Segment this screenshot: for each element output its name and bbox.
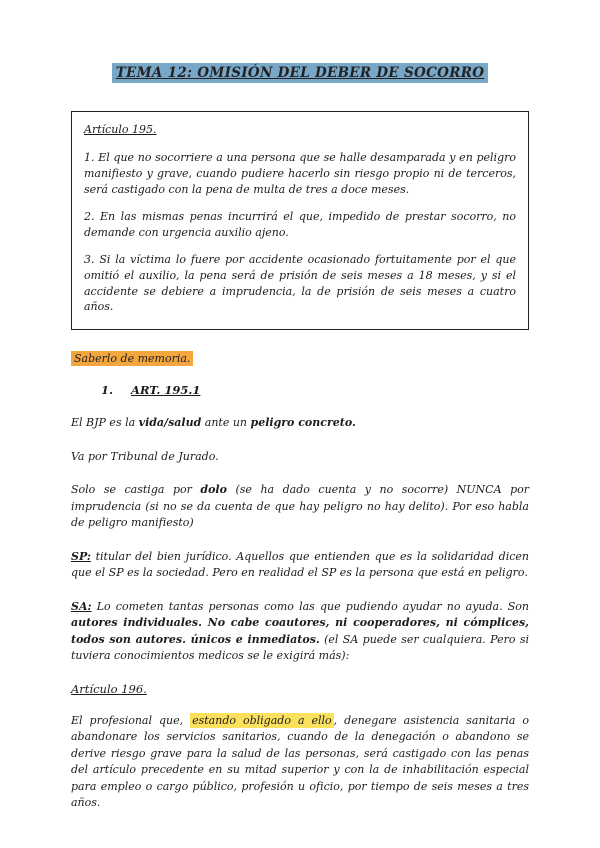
page-title-text: TEMA 12: OMISIÓN DEL DEBER DE SOCORRO: [112, 63, 489, 83]
article-195-paragraph-1: 1. El que no socorriere a una persona que se halle desamparada y en peligro manifiesto y grave, cuando pudiere hacerlo sin riesgo propio ni de terceros, será castigado con la pena de multa de tres a doce meses.: [84, 150, 516, 196]
paragraph-tribunal: Va por Tribunal de Jurado.: [71, 449, 219, 463]
paragraph-sujeto-pasivo: SP: titular del bien jurídico. Aquellos que entienden que es la solidaridad dicen que el SP es la sociedad. Pero en realidad el SP es la persona que está en peligro.: [71, 549, 529, 580]
paragraph-sujeto-activo: SA: Lo cometen tantas personas como las que pudiendo ayudar no ayuda. Son autores individuales. No cabe coautores, ni cooperadores, ni cómplices, todos son autores. únicos e inmediatos. (el SA puede ser cualquiera. Pero si tuviera conocimientos medicos se le exigirá más):: [71, 599, 530, 663]
article-196-heading: [71, 682, 529, 696]
article-195-heading: [84, 122, 516, 138]
article-195-paragraph-2: 2. En las mismas penas incurrirá el que, impedido de prestar socorro, no demande con urgencia auxilio ajeno.: [84, 209, 516, 239]
list-item-label: ART. 195.1: [131, 383, 201, 398]
memoria-note-text: Saberlo de memoria.: [71, 351, 193, 366]
article-196-heading-text: Artículo 196.: [71, 681, 147, 696]
list-item-number: 1.: [101, 383, 114, 398]
memoria-note: [71, 352, 529, 365]
article-195-box: [71, 111, 529, 330]
article-195-heading-text: Artículo 195.: [84, 123, 157, 136]
list-item-art-195-1: [101, 383, 529, 397]
paragraph-bjp: El BJP es la vida/salud ante un peligro concreto.: [71, 416, 356, 430]
article-195-paragraph-3: 3. Si la víctima lo fuere por accidente ocasionado fortuitamente por el que omitió el auxilio, la pena será de prisión de seis meses a 18 meses, y si el accidente se debiere a imprudencia, la de prisión de seis meses a cuatro años.: [84, 252, 516, 314]
paragraph-dolo: Solo se castiga por dolo (se ha dado cuenta y no socorre) NUNCA por imprudencia (si no se da cuenta de que hay peligro no hay delito). Por eso habla de peligro manifiesto): [71, 483, 529, 530]
article-196-body: El profesional que, estando obligado a ello , denegare asistencia sanitaria o abandonare los servicios sanitarios, cuando de la denegación o abandono se derive riesgo grave para la salud de las personas, será castigado con las penas del artículo precedente en su mitad superior y con la de inhabilitación especial para empleo o cargo público, profesión u oficio, por tiempo de seis meses a tres años.: [71, 713, 530, 810]
page-title: [71, 62, 529, 81]
